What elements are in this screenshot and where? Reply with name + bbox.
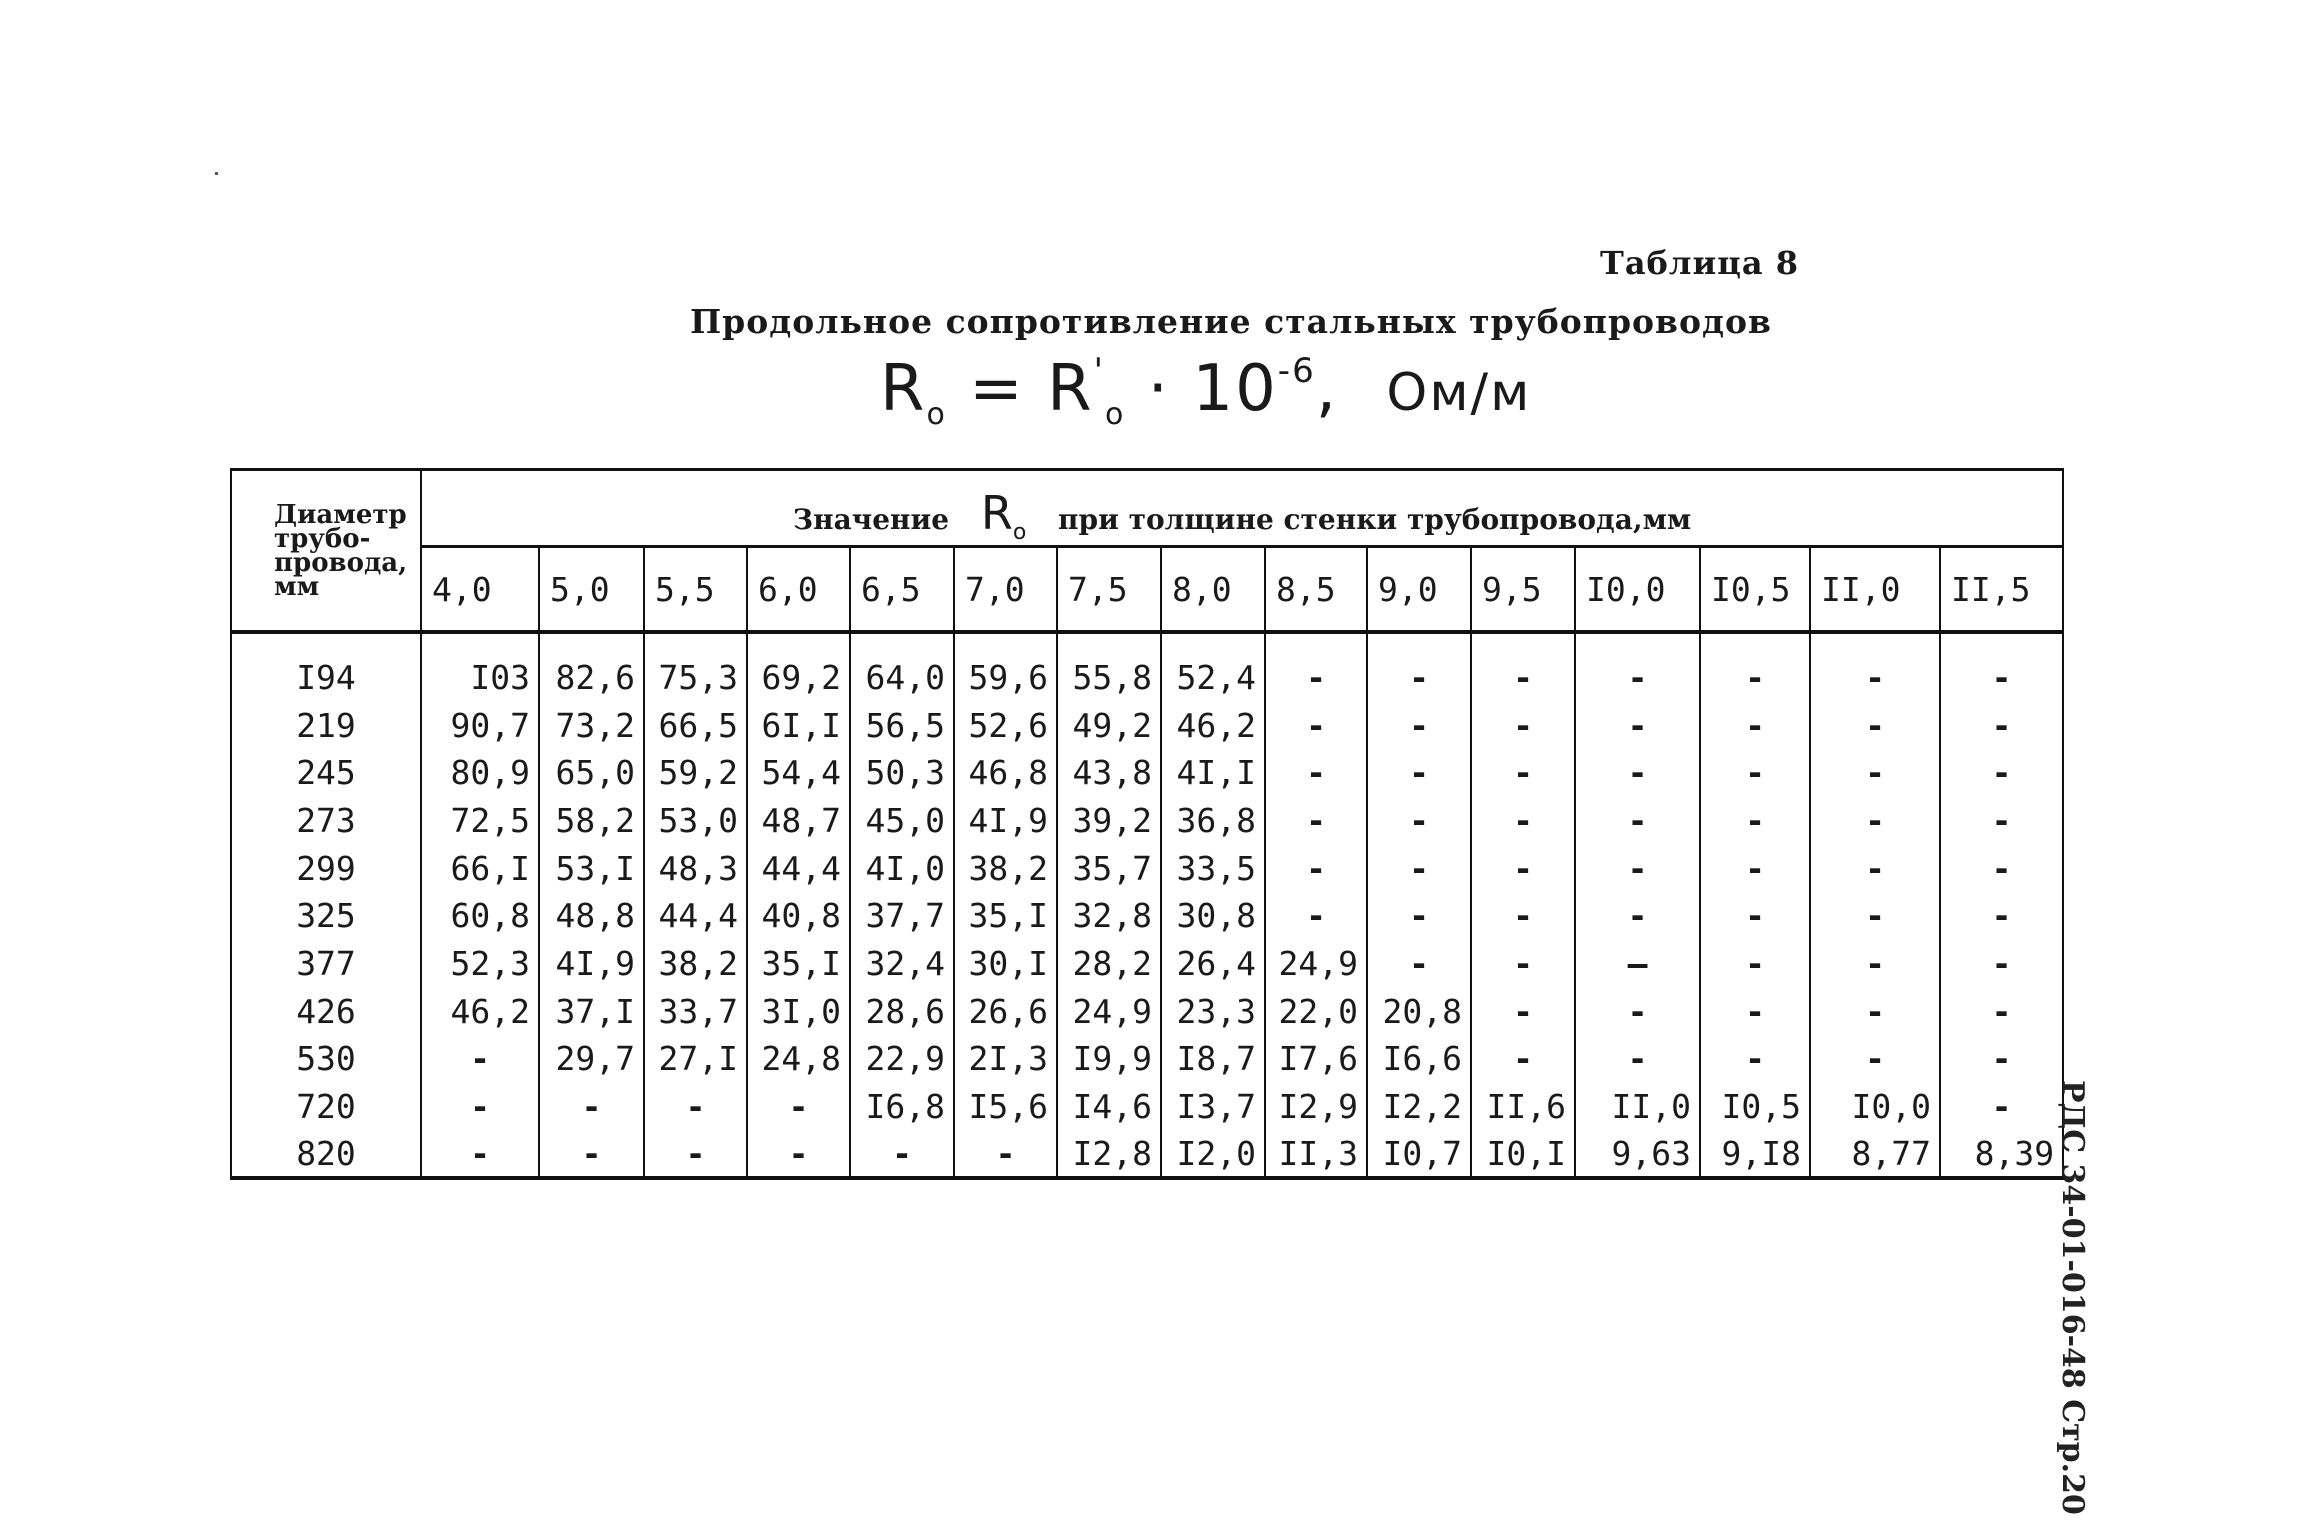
table-row — [231, 987, 2063, 1035]
table-row — [231, 701, 2063, 749]
value-cell: 52,3 — [421, 940, 539, 988]
page-reference: РДС 34-01-016-48 Стр.20 — [2055, 1080, 2090, 1515]
value-cell: 48,3 — [644, 844, 747, 892]
value-cell: - — [1940, 844, 2063, 892]
table-row — [231, 940, 2063, 988]
value-cell: - — [1940, 1083, 2063, 1131]
span-header — [421, 470, 2063, 547]
value-cell: 26,6 — [954, 987, 1057, 1035]
value-cell: 9,I8 — [1700, 1130, 1810, 1178]
diameter-cell: 219 — [231, 701, 421, 749]
value-cell: - — [1575, 844, 1700, 892]
value-cell: II,3 — [1265, 1130, 1367, 1178]
value-cell: 53,0 — [644, 797, 747, 845]
value-cell: 38,2 — [644, 940, 747, 988]
value-cell: 27,I — [644, 1035, 747, 1083]
separator-cell — [1810, 632, 1940, 654]
value-cell: I9,9 — [1057, 1035, 1161, 1083]
thickness-header: II,0 — [1810, 547, 1940, 633]
value-cell: - — [1471, 749, 1575, 797]
value-cell: 3I,0 — [747, 987, 850, 1035]
value-cell: 2I,3 — [954, 1035, 1057, 1083]
value-cell: 73,2 — [539, 701, 644, 749]
formula-lhs-sub: o — [926, 396, 947, 432]
table-row — [231, 892, 2063, 940]
formula-factor: · 10 — [1147, 352, 1278, 426]
value-cell: I6,8 — [850, 1083, 954, 1131]
value-cell: - — [1575, 701, 1700, 749]
value-cell: 9,63 — [1575, 1130, 1700, 1178]
formula-unit: Ом/м — [1386, 363, 1532, 423]
value-cell: - — [1265, 892, 1367, 940]
value-cell: 46,2 — [1161, 701, 1265, 749]
separator-cell — [1265, 632, 1367, 654]
table-label: Таблица 8 — [1600, 244, 1799, 282]
value-cell: 50,3 — [850, 749, 954, 797]
thickness-header: I0,5 — [1700, 547, 1810, 633]
diameter-cell: 245 — [231, 749, 421, 797]
thickness-header: 8,0 — [1161, 547, 1265, 633]
value-cell: 45,0 — [850, 797, 954, 845]
value-cell: I0,5 — [1700, 1083, 1810, 1131]
value-cell: - — [1575, 654, 1700, 702]
value-cell: I6,6 — [1367, 1035, 1471, 1083]
thickness-header: 5,5 — [644, 547, 747, 633]
value-cell: 4I,I — [1161, 749, 1265, 797]
value-cell: - — [1940, 987, 2063, 1035]
value-cell: I5,6 — [954, 1083, 1057, 1131]
separator-cell — [1700, 632, 1810, 654]
span-header-suffix: при толщине стенки трубопровода,мм — [1058, 502, 1692, 536]
value-cell: - — [1700, 797, 1810, 845]
diameter-cell: 820 — [231, 1130, 421, 1178]
value-cell: 40,8 — [747, 892, 850, 940]
value-cell: - — [1940, 749, 2063, 797]
value-cell: - — [1810, 797, 1940, 845]
table-row — [231, 1083, 2063, 1131]
value-cell: - — [1700, 892, 1810, 940]
value-cell: 8,77 — [1810, 1130, 1940, 1178]
value-cell: 6I,I — [747, 701, 850, 749]
value-cell: 30,8 — [1161, 892, 1265, 940]
thickness-header: 7,5 — [1057, 547, 1161, 633]
value-cell: - — [1700, 654, 1810, 702]
formula-exponent: -6 — [1277, 350, 1316, 391]
value-cell: 4I,9 — [954, 797, 1057, 845]
value-cell: 56,5 — [850, 701, 954, 749]
value-cell: - — [1471, 987, 1575, 1035]
value-cell: - — [1265, 797, 1367, 845]
value-cell: - — [539, 1083, 644, 1131]
value-cell: 53,I — [539, 844, 644, 892]
value-cell: 33,5 — [1161, 844, 1265, 892]
value-cell: I0,I — [1471, 1130, 1575, 1178]
value-cell: - — [1367, 940, 1471, 988]
value-cell: - — [1367, 749, 1471, 797]
thickness-header: 9,5 — [1471, 547, 1575, 633]
separator-cell — [1057, 632, 1161, 654]
table-row — [231, 749, 2063, 797]
thickness-header: 8,5 — [1265, 547, 1367, 633]
value-cell: - — [1700, 749, 1810, 797]
value-cell: 4I,0 — [850, 844, 954, 892]
value-cell: 37,I — [539, 987, 644, 1035]
separator-cell — [421, 632, 539, 654]
value-cell: 52,4 — [1161, 654, 1265, 702]
value-cell: II,0 — [1575, 1083, 1700, 1131]
diameter-cell: 299 — [231, 844, 421, 892]
value-cell: - — [1471, 797, 1575, 845]
thickness-header: I0,0 — [1575, 547, 1700, 633]
value-cell: — — [1575, 940, 1700, 988]
value-cell: 48,7 — [747, 797, 850, 845]
value-cell: 23,3 — [1161, 987, 1265, 1035]
value-cell: I3,7 — [1161, 1083, 1265, 1131]
separator-cell — [747, 632, 850, 654]
value-cell: I7,6 — [1265, 1035, 1367, 1083]
value-cell: - — [1810, 987, 1940, 1035]
value-cell: - — [1471, 1035, 1575, 1083]
value-cell: - — [1810, 940, 1940, 988]
table-row — [231, 797, 2063, 845]
value-cell: 43,8 — [1057, 749, 1161, 797]
value-cell: - — [1575, 987, 1700, 1035]
value-cell: 35,I — [747, 940, 850, 988]
value-cell: 54,4 — [747, 749, 850, 797]
formula-rhs: R — [1047, 352, 1094, 426]
value-cell: - — [1471, 844, 1575, 892]
diameter-cell: I94 — [231, 654, 421, 702]
value-cell: - — [1940, 701, 2063, 749]
value-cell: - — [1940, 797, 2063, 845]
value-cell: 65,0 — [539, 749, 644, 797]
separator-cell — [1161, 632, 1265, 654]
value-cell: I2,2 — [1367, 1083, 1471, 1131]
value-cell: - — [747, 1130, 850, 1178]
value-cell: - — [539, 1130, 644, 1178]
value-cell: - — [1471, 940, 1575, 988]
scan-speck — [215, 172, 218, 175]
value-cell: 59,2 — [644, 749, 747, 797]
span-header-symbol: R — [980, 485, 1013, 540]
value-cell: - — [1940, 654, 2063, 702]
value-cell: - — [1265, 654, 1367, 702]
value-cell: - — [1367, 892, 1471, 940]
value-cell: - — [1265, 749, 1367, 797]
value-cell: - — [1471, 701, 1575, 749]
value-cell: - — [1700, 987, 1810, 1035]
value-cell: 46,2 — [421, 987, 539, 1035]
thickness-header: 4,0 — [421, 547, 539, 633]
value-cell: 37,7 — [850, 892, 954, 940]
value-cell: 90,7 — [421, 701, 539, 749]
value-cell: - — [421, 1035, 539, 1083]
value-cell: - — [1810, 654, 1940, 702]
formula-rhs-sub: o — [1104, 396, 1126, 432]
diameter-cell: 530 — [231, 1035, 421, 1083]
value-cell: 69,2 — [747, 654, 850, 702]
value-cell: - — [850, 1130, 954, 1178]
formula: $R_o = R'_o \cdot 10^{-6}$, Ом/м — [880, 350, 1532, 432]
separator-cell — [1575, 632, 1700, 654]
value-cell: - — [1575, 1035, 1700, 1083]
value-cell: 52,6 — [954, 701, 1057, 749]
value-cell: - — [1471, 892, 1575, 940]
value-cell: - — [1700, 1035, 1810, 1083]
value-cell: I2,0 — [1161, 1130, 1265, 1178]
value-cell: 82,6 — [539, 654, 644, 702]
formula-lhs: R — [880, 352, 927, 426]
value-cell: 48,8 — [539, 892, 644, 940]
value-cell: - — [1940, 1035, 2063, 1083]
value-cell: 4I,9 — [539, 940, 644, 988]
separator-cell — [1471, 632, 1575, 654]
separator-cell — [1367, 632, 1471, 654]
value-cell: 28,6 — [850, 987, 954, 1035]
value-cell: - — [644, 1130, 747, 1178]
value-cell: 38,2 — [954, 844, 1057, 892]
value-cell: - — [1367, 844, 1471, 892]
diameter-cell: 325 — [231, 892, 421, 940]
value-cell: I8,7 — [1161, 1035, 1265, 1083]
thickness-header: 6,5 — [850, 547, 954, 633]
value-cell: - — [1575, 797, 1700, 845]
value-cell: 59,6 — [954, 654, 1057, 702]
value-cell: 8,39 — [1940, 1130, 2063, 1178]
value-cell: - — [1810, 844, 1940, 892]
value-cell: - — [1940, 892, 2063, 940]
value-cell: I03 — [421, 654, 539, 702]
value-cell: 24,8 — [747, 1035, 850, 1083]
table-row — [231, 844, 2063, 892]
value-cell: I0,0 — [1810, 1083, 1940, 1131]
value-cell: 26,4 — [1161, 940, 1265, 988]
value-cell: 22,0 — [1265, 987, 1367, 1035]
value-cell: 32,8 — [1057, 892, 1161, 940]
value-cell: - — [1810, 749, 1940, 797]
value-cell: - — [421, 1130, 539, 1178]
diameter-cell: 377 — [231, 940, 421, 988]
value-cell: - — [1700, 940, 1810, 988]
value-cell: - — [1367, 797, 1471, 845]
corner-header: Диаметр трубо-провода, мм — [231, 470, 421, 633]
value-cell: 36,8 — [1161, 797, 1265, 845]
value-cell: I2,9 — [1265, 1083, 1367, 1131]
value-cell: 35,7 — [1057, 844, 1161, 892]
value-cell: I4,6 — [1057, 1083, 1161, 1131]
value-cell: - — [954, 1130, 1057, 1178]
value-cell: - — [1265, 701, 1367, 749]
resistance-table — [230, 468, 2064, 1180]
value-cell: - — [1810, 701, 1940, 749]
separator-cell — [644, 632, 747, 654]
value-cell: - — [1367, 654, 1471, 702]
value-cell: - — [747, 1083, 850, 1131]
value-cell: 29,7 — [539, 1035, 644, 1083]
span-header-symbol-sub: o — [1012, 520, 1027, 545]
value-cell: - — [1810, 1035, 1940, 1083]
value-cell: 75,3 — [644, 654, 747, 702]
value-cell: I0,7 — [1367, 1130, 1471, 1178]
table-row — [231, 1130, 2063, 1178]
value-cell: 35,I — [954, 892, 1057, 940]
diameter-cell: 426 — [231, 987, 421, 1035]
value-cell: 46,8 — [954, 749, 1057, 797]
value-cell: I2,8 — [1057, 1130, 1161, 1178]
value-cell: 66,I — [421, 844, 539, 892]
value-cell: 72,5 — [421, 797, 539, 845]
value-cell: 24,9 — [1265, 940, 1367, 988]
value-cell: - — [1575, 749, 1700, 797]
span-header-prefix: Значение — [792, 502, 950, 536]
thickness-header: 5,0 — [539, 547, 644, 633]
thickness-header: 9,0 — [1367, 547, 1471, 633]
value-cell: - — [1810, 892, 1940, 940]
value-cell: - — [1575, 892, 1700, 940]
separator-cell — [850, 632, 954, 654]
value-cell: 30,I — [954, 940, 1057, 988]
value-cell: - — [644, 1083, 747, 1131]
thickness-header: 6,0 — [747, 547, 850, 633]
thickness-header: 7,0 — [954, 547, 1057, 633]
diameter-cell: 720 — [231, 1083, 421, 1131]
value-cell: 80,9 — [421, 749, 539, 797]
value-cell: 49,2 — [1057, 701, 1161, 749]
value-cell: - — [421, 1083, 539, 1131]
value-cell: II,6 — [1471, 1083, 1575, 1131]
diameter-cell: 273 — [231, 797, 421, 845]
value-cell: 58,2 — [539, 797, 644, 845]
value-cell: 64,0 — [850, 654, 954, 702]
value-cell: 66,5 — [644, 701, 747, 749]
value-cell: 55,8 — [1057, 654, 1161, 702]
value-cell: 44,4 — [747, 844, 850, 892]
separator-cell — [1940, 632, 2063, 654]
page-title: Продольное сопротивление стальных трубопроводов — [690, 302, 1772, 341]
value-cell: 28,2 — [1057, 940, 1161, 988]
value-cell: 22,9 — [850, 1035, 954, 1083]
table-row — [231, 1035, 2063, 1083]
value-cell: - — [1265, 844, 1367, 892]
table-row — [231, 654, 2063, 702]
value-cell: 32,4 — [850, 940, 954, 988]
separator-cell — [231, 632, 421, 654]
value-cell: - — [1700, 844, 1810, 892]
value-cell: 33,7 — [644, 987, 747, 1035]
value-cell: 60,8 — [421, 892, 539, 940]
value-cell: 20,8 — [1367, 987, 1471, 1035]
value-cell: 39,2 — [1057, 797, 1161, 845]
formula-rhs-sup: ' — [1093, 350, 1105, 391]
value-cell: - — [1471, 654, 1575, 702]
value-cell: 24,9 — [1057, 987, 1161, 1035]
value-cell: - — [1940, 940, 2063, 988]
separator-cell — [954, 632, 1057, 654]
value-cell: 44,4 — [644, 892, 747, 940]
separator-cell — [539, 632, 644, 654]
value-cell: - — [1367, 701, 1471, 749]
value-cell: - — [1700, 701, 1810, 749]
thickness-header: II,5 — [1940, 547, 2063, 633]
